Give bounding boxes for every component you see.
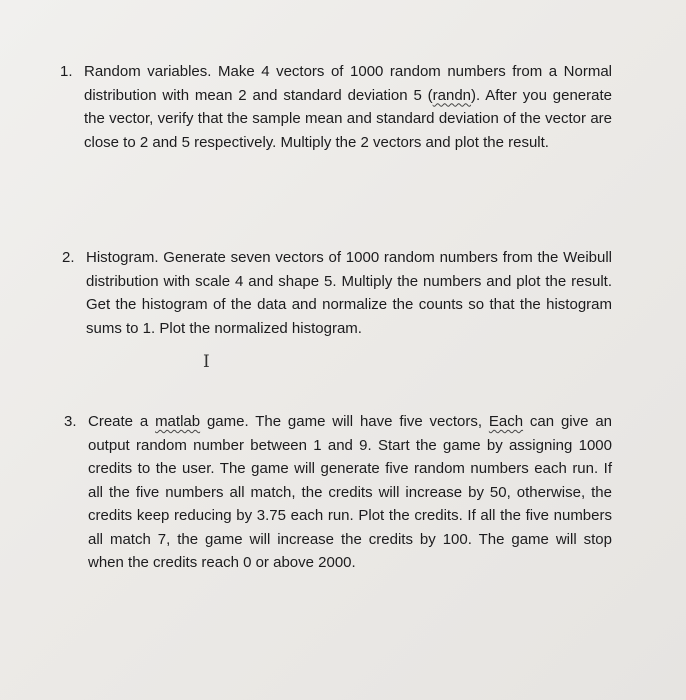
question-3-text-part1: Create a (88, 413, 156, 430)
question-1-text (84, 60, 612, 154)
question-1-text-part2: ). After you generate the vector, verify that the sample mean and standard deviation of the vector are close to 2 and 5 respectively. Multiply the 2 vectors and plot the result. (84, 86, 612, 151)
question-2-number: 2. (62, 249, 75, 266)
question-3-text-part3: can give an output random number between 1 and 9. Start the game by assigning 1000 credits to the user. The game will generate five random numbers each run. If all the five numbers all match, the credits will increase by 50, otherwise, the credits keep reducing by 3.75 each run. Plot the credits. If all the five numbers all match 7, the game will increase the credits by 100. The game will stop when the credits reach 0 or above 2000. (88, 413, 613, 571)
question-3-number: 3. (64, 413, 77, 430)
text-cursor-icon: I (203, 352, 210, 372)
question-1-number: 1. (60, 63, 73, 80)
question-3 (64, 410, 612, 575)
question-3-text-part2: game. The game will have five vectors, (200, 413, 489, 430)
question-1-term-randn: randn (432, 86, 472, 104)
question-2-text: Histogram. Generate seven vectors of 1000 random numbers from the Weibull distribution with scale 4 and shape 5. Multiply the numbers and plot the result. Get the histogram of the data and normalize the counts so that the histogram sums to 1. Plot the normalized histogram. (86, 249, 612, 337)
question-3-term-each: Each (488, 413, 524, 430)
question-1-text-part1: Random variables. Make 4 vectors of 1000 random numbers from a Normal distribution with mean 2 and standard deviation 5 ( (84, 63, 612, 104)
question-1 (60, 60, 612, 154)
question-3-text (88, 410, 612, 575)
question-2 (62, 246, 612, 340)
question-3-term-matlab: matlab (155, 413, 201, 430)
